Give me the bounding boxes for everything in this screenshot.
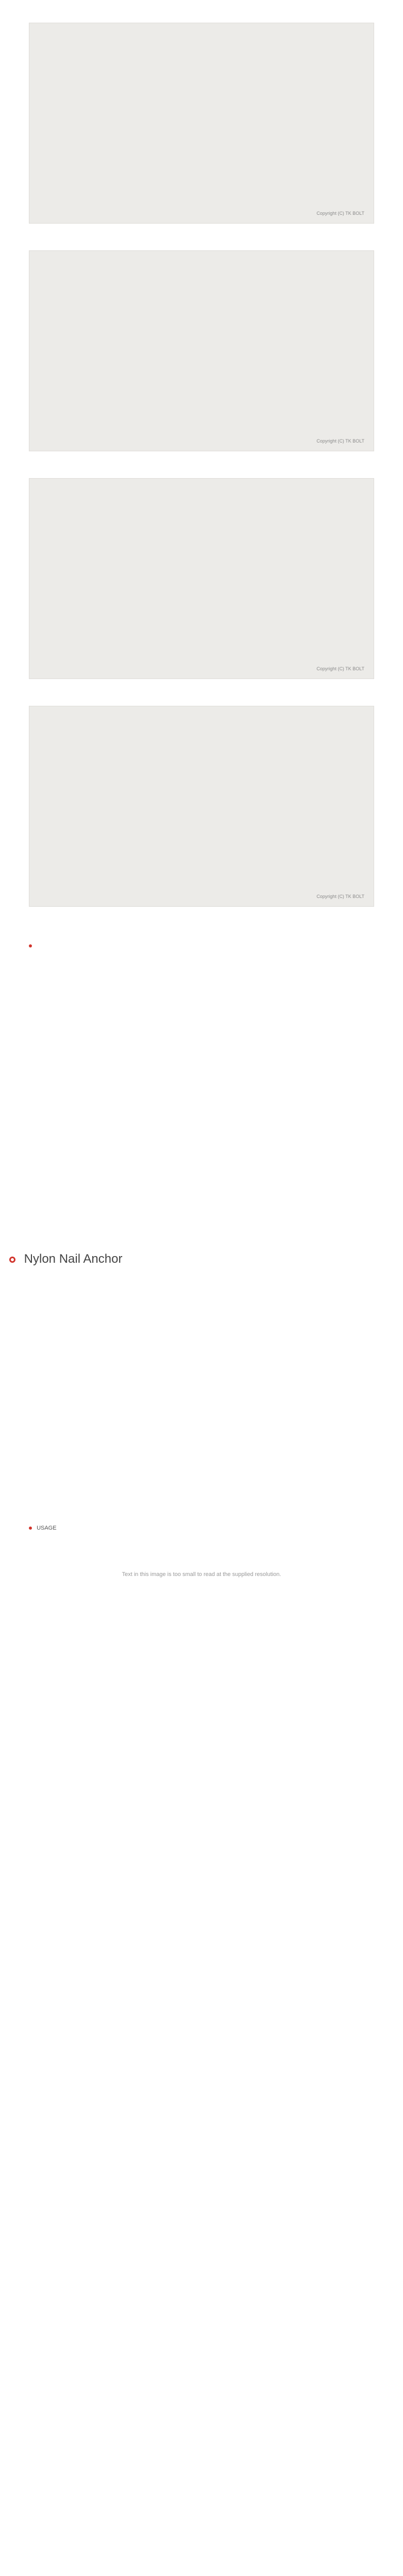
photo-caption: Copyright (C) TK BOLT	[316, 438, 364, 444]
photo-caption: Copyright (C) TK BOLT	[316, 894, 364, 899]
photo-caption: Copyright (C) TK BOLT	[316, 666, 364, 671]
section-title-diagram	[29, 943, 35, 949]
photo-caliper-diameter	[29, 478, 374, 679]
page-title	[9, 1252, 122, 1266]
ring-icon	[9, 1257, 15, 1263]
bullet-icon	[29, 1527, 32, 1530]
photo-caliper-length	[29, 250, 374, 451]
legibility-note: Text in this image is too small to read at the supplied resolution.	[122, 1571, 281, 1578]
photo-packaging	[29, 706, 374, 907]
usage-label: USAGE	[37, 1525, 57, 1531]
photo-anchors	[29, 23, 374, 224]
usage-title	[29, 1525, 57, 1531]
photo-caption: Copyright (C) TK BOLT	[316, 211, 364, 216]
bullet-icon	[29, 944, 32, 947]
title-text: Nylon Nail Anchor	[24, 1252, 123, 1266]
